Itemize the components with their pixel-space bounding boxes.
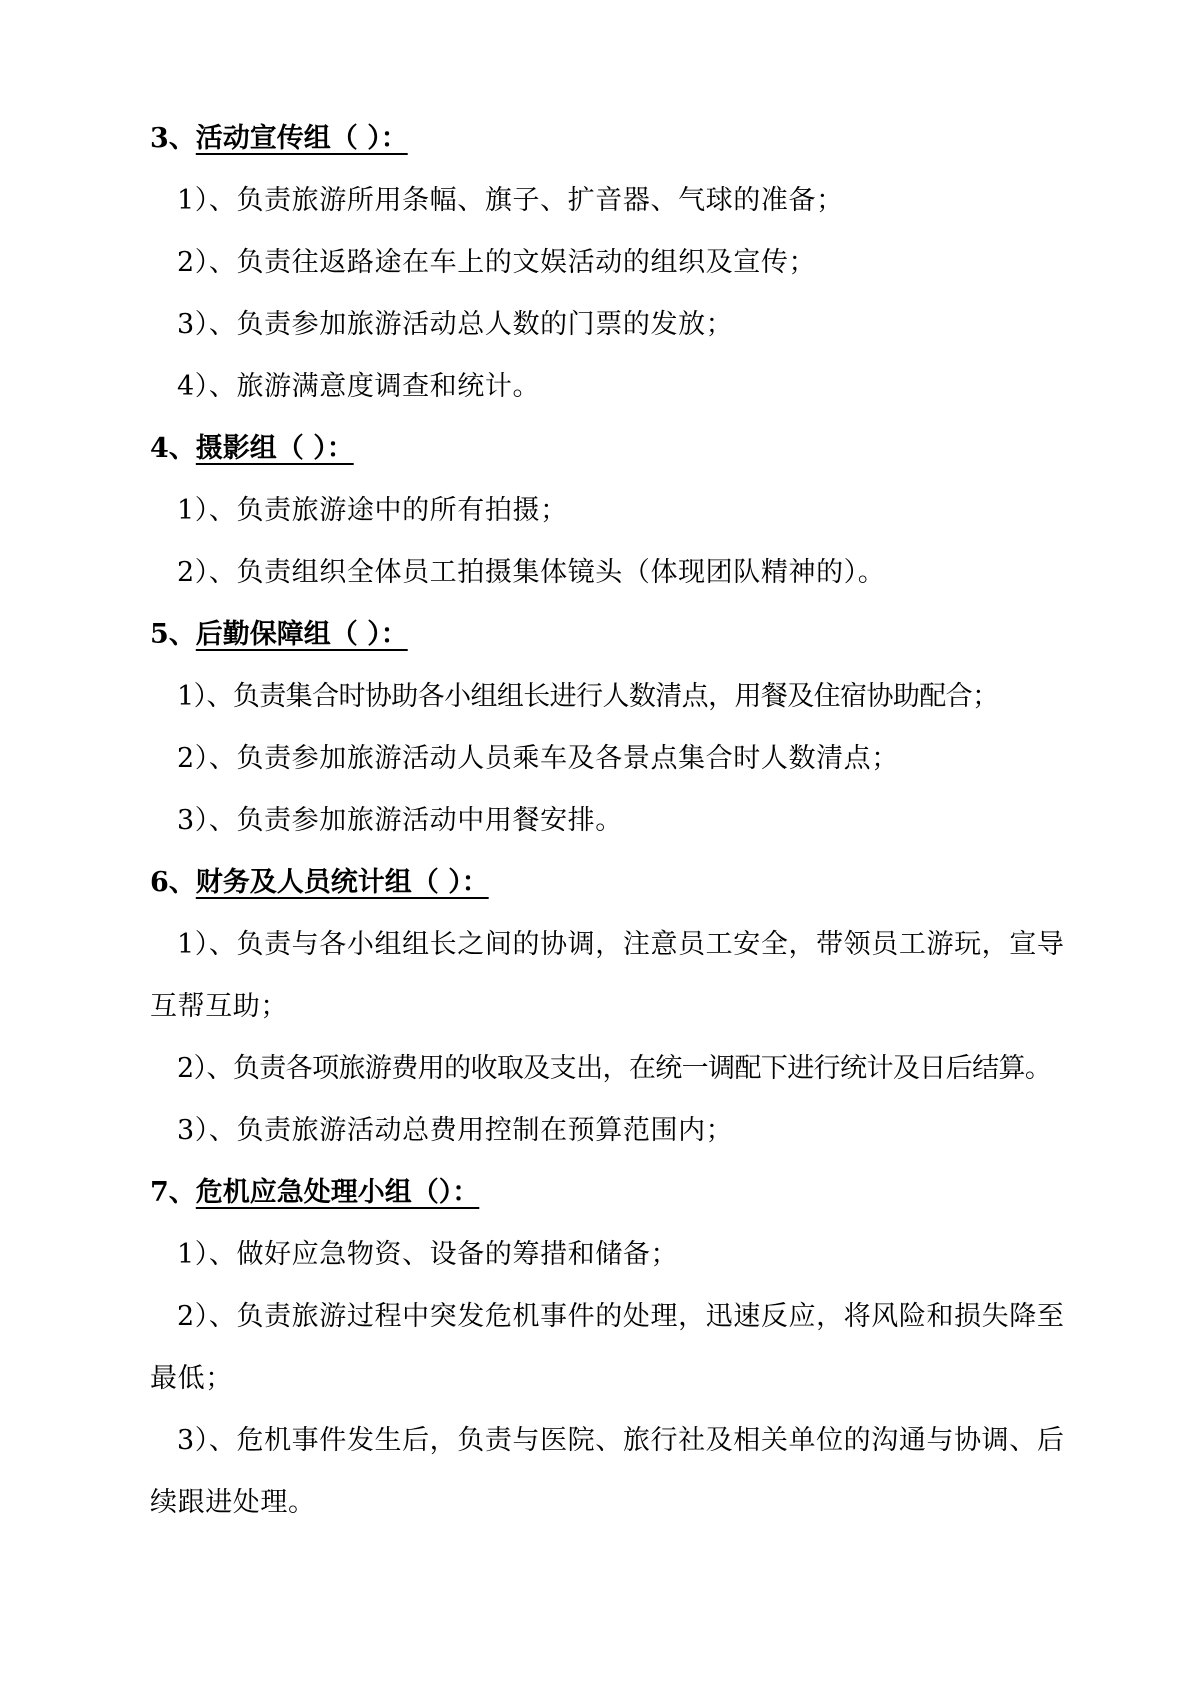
list-item: 1）、做好应急物资、设备的筹措和储备；: [177, 1239, 679, 1270]
section-number: 4、: [150, 433, 196, 464]
list-item: 3）、负责旅游活动总费用控制在预算范围内；: [177, 1115, 734, 1146]
section-heading-5: [150, 604, 1078, 666]
list-item: 3）、负责参加旅游活动中用餐安排。: [177, 805, 623, 836]
section-heading-7: [150, 1162, 1078, 1224]
section-heading-6: [150, 852, 1078, 914]
document-page: [150, 108, 1078, 1534]
list-item: 1）、负责集合时协助各小组组长进行人数清点，用餐及住宿协助配合；: [177, 681, 999, 712]
section-heading-4: [150, 418, 1078, 480]
list-item: 1）、负责旅游途中的所有拍摄；: [177, 495, 568, 526]
list-item: 2）、负责旅游过程中突发危机事件的处理，迅速反应，将风险和损失降至最低；: [150, 1301, 1065, 1394]
list-item: 1）、负责旅游所用条幅、旗子、扩音器、气球的准备；: [177, 185, 844, 216]
section-number: 5、: [150, 619, 196, 650]
list-item: 2）、负责参加旅游活动人员乘车及各景点集合时人数清点；: [177, 743, 899, 774]
list-item: 2）、负责往返路途在车上的文娱活动的组织及宣传；: [177, 247, 817, 278]
section-number: 7、: [150, 1177, 196, 1208]
section-title: 摄影组（ ）：: [195, 433, 354, 464]
list-item: 2）、负责各项旅游费用的收取及支出，在统一调配下进行统计及日后结算。: [177, 1053, 1052, 1084]
section-title: 财务及人员统计组（ ）：: [195, 867, 489, 898]
section-number: 3、: [150, 123, 196, 154]
list-item: 1）、负责与各小组组长之间的协调，注意员工安全，带领员工游玩，宣导互帮互助；: [150, 929, 1065, 1022]
section-number: 6、: [150, 867, 196, 898]
section-title: 后勤保障组（ ）：: [195, 619, 408, 650]
list-item: 2）、负责组织全体员工拍摄集体镜头（体现团队精神的）。: [177, 557, 886, 588]
section-title: 危机应急处理小组（）：: [195, 1177, 480, 1208]
list-item: 4）、旅游满意度调查和统计。: [177, 371, 541, 402]
list-item: 3）、危机事件发生后，负责与医院、旅行社及相关单位的沟通与协调、后续跟进处理。: [150, 1425, 1065, 1518]
section-heading-3: [150, 108, 1078, 170]
list-item: 3）、负责参加旅游活动总人数的门票的发放；: [177, 309, 734, 340]
section-title: 活动宣传组（ ）：: [195, 123, 408, 154]
